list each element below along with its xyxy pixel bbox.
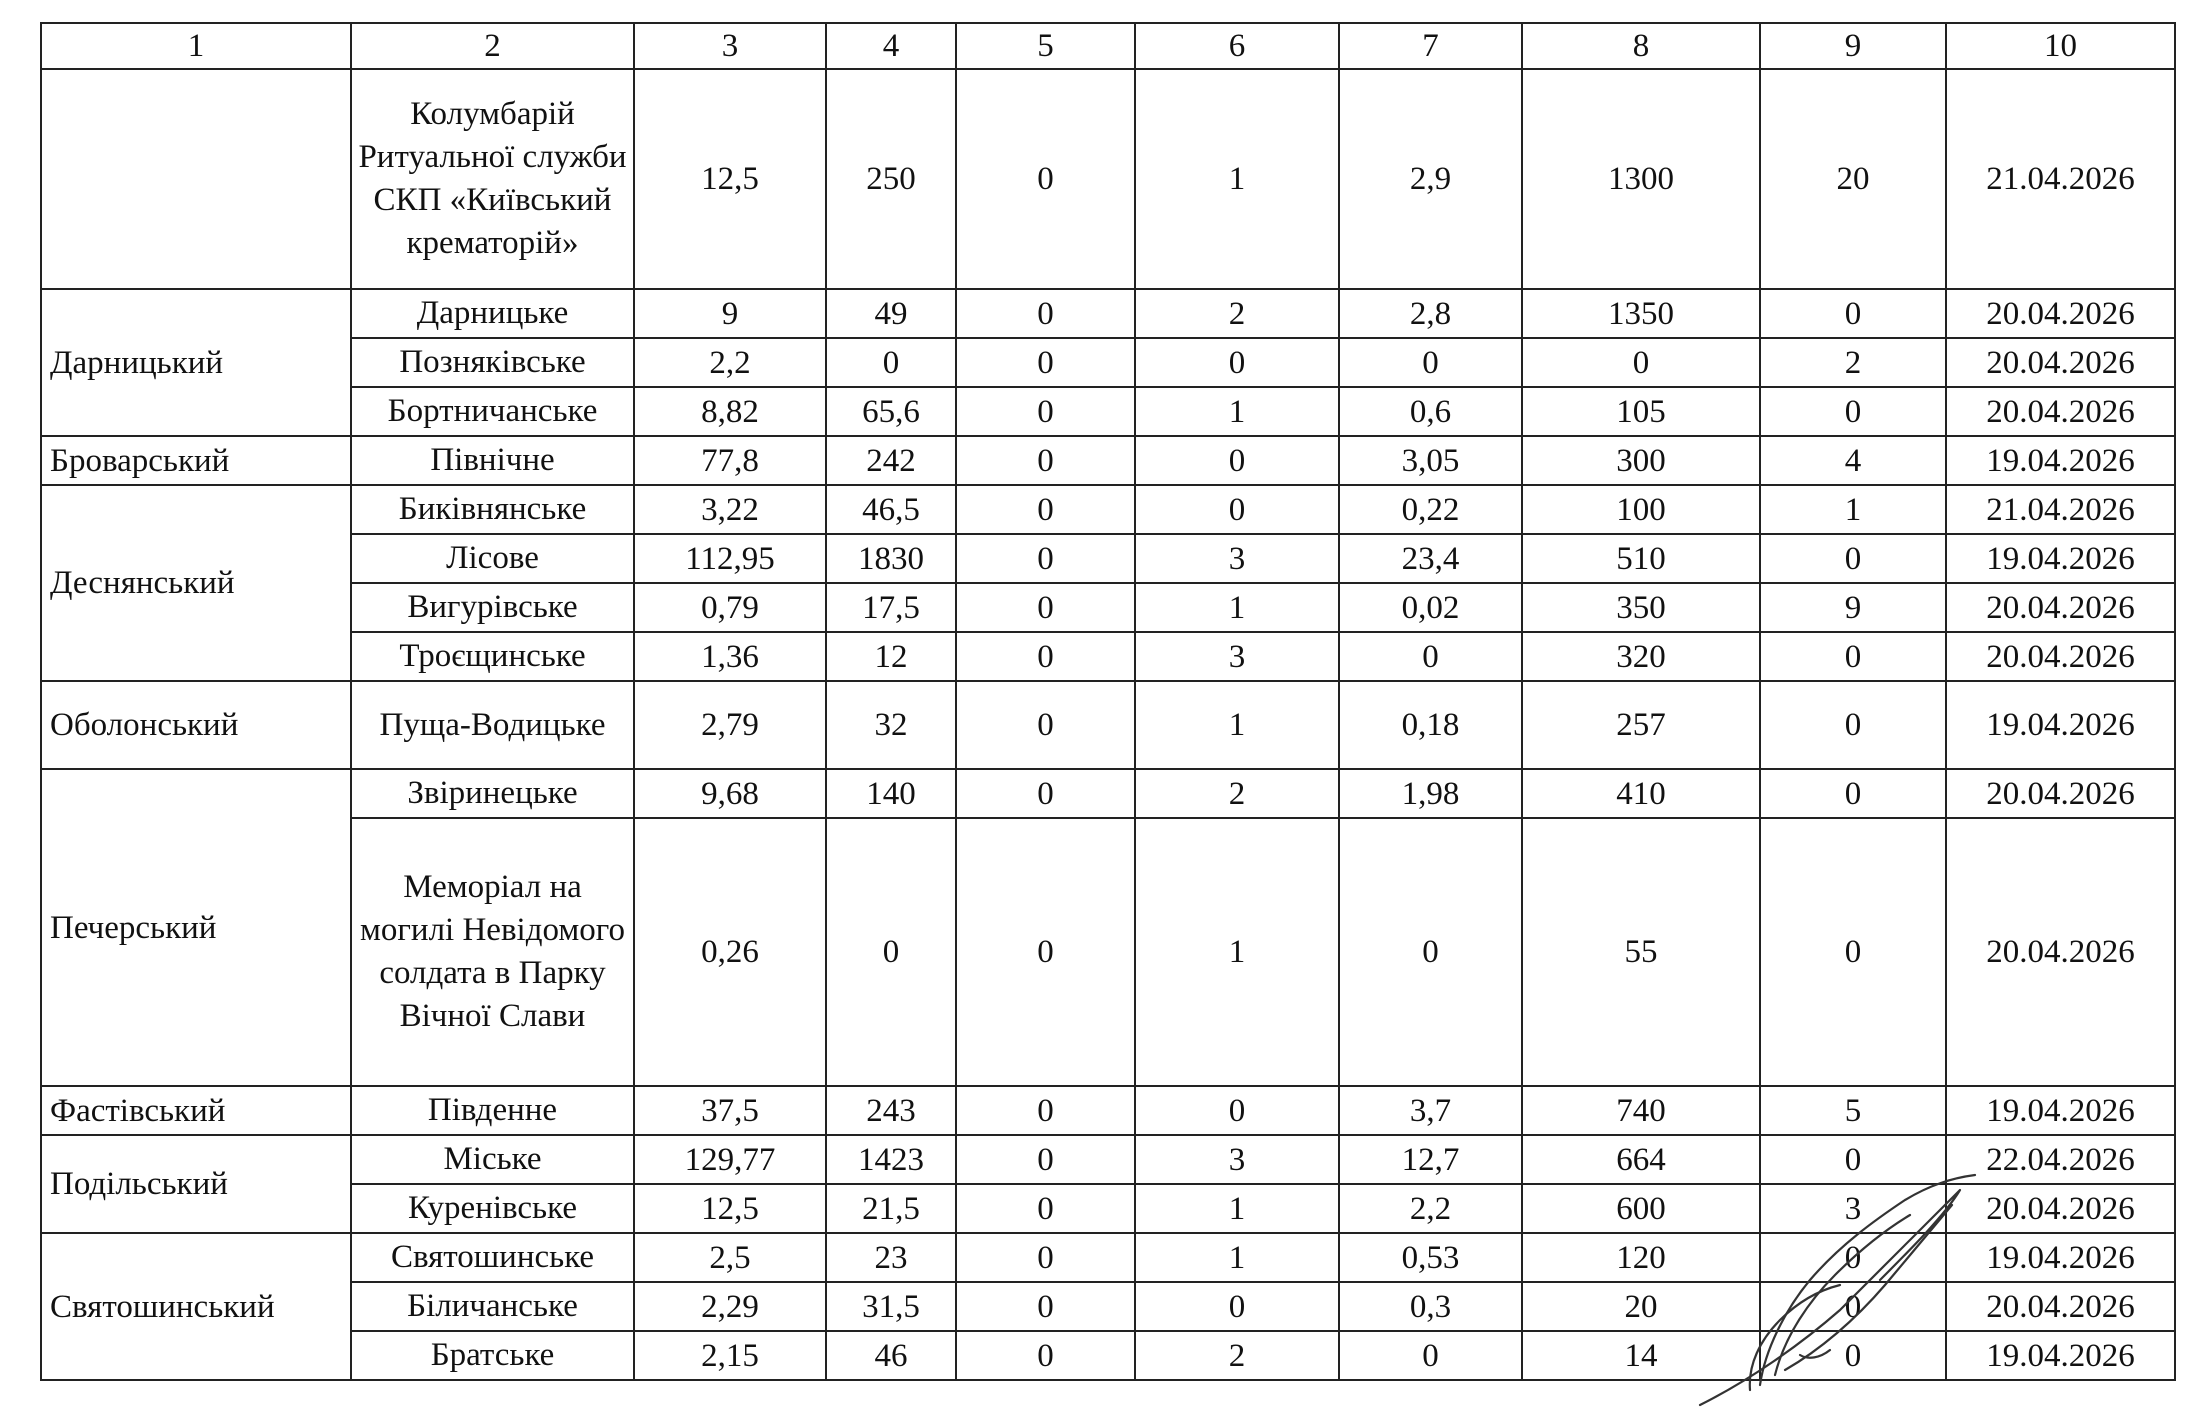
- value-cell: 49: [826, 289, 956, 338]
- value-cell: 0,53: [1339, 1233, 1522, 1282]
- value-cell: 3: [1760, 1184, 1946, 1233]
- value-cell: 3,7: [1339, 1086, 1522, 1135]
- value-cell: 2,2: [1339, 1184, 1522, 1233]
- value-cell: 0: [956, 338, 1135, 387]
- value-cell: 0: [1339, 338, 1522, 387]
- cemetery-name-cell: Позняківське: [351, 338, 634, 387]
- table-row: [41, 818, 2175, 1086]
- value-cell: 0: [1135, 485, 1339, 534]
- value-cell: 1830: [826, 534, 956, 583]
- cemetery-name-cell: Лісове: [351, 534, 634, 583]
- value-cell: 2: [1760, 338, 1946, 387]
- value-cell: 0: [1760, 818, 1946, 1086]
- value-cell: 0: [1760, 1331, 1946, 1380]
- district-cell: Святошинський: [41, 1233, 351, 1380]
- column-number-8: 8: [1522, 23, 1760, 69]
- value-cell: 129,77: [634, 1135, 826, 1184]
- value-cell: 320: [1522, 632, 1760, 681]
- value-cell: 242: [826, 436, 956, 485]
- value-cell: 0: [956, 436, 1135, 485]
- value-cell: 1: [1135, 1184, 1339, 1233]
- value-cell: 0: [956, 1282, 1135, 1331]
- district-cell: Деснянський: [41, 485, 351, 681]
- table-row: [41, 485, 2175, 534]
- column-number-9: 9: [1760, 23, 1946, 69]
- value-cell: 2,2: [634, 338, 826, 387]
- table-row: [41, 769, 2175, 818]
- value-cell: 4: [1760, 436, 1946, 485]
- value-cell: 0,6: [1339, 387, 1522, 436]
- column-number-7: 7: [1339, 23, 1522, 69]
- date-cell: 20.04.2026: [1946, 387, 2175, 436]
- cemetery-name-cell: Меморіал на могилі Невідомого солдата в Парку Вічної Слави: [351, 818, 634, 1086]
- value-cell: 1423: [826, 1135, 956, 1184]
- date-cell: 22.04.2026: [1946, 1135, 2175, 1184]
- value-cell: 0: [1760, 289, 1946, 338]
- table-row: [41, 681, 2175, 769]
- value-cell: 0,22: [1339, 485, 1522, 534]
- value-cell: 257: [1522, 681, 1760, 769]
- value-cell: 21,5: [826, 1184, 956, 1233]
- value-cell: 14: [1522, 1331, 1760, 1380]
- value-cell: 2,5: [634, 1233, 826, 1282]
- value-cell: 0: [1339, 818, 1522, 1086]
- value-cell: 0: [1760, 769, 1946, 818]
- date-cell: 20.04.2026: [1946, 769, 2175, 818]
- cemetery-name-cell: Звіринецьке: [351, 769, 634, 818]
- date-cell: 19.04.2026: [1946, 1233, 2175, 1282]
- cemetery-name-cell: Міське: [351, 1135, 634, 1184]
- value-cell: 23,4: [1339, 534, 1522, 583]
- district-cell: Дарницький: [41, 289, 351, 436]
- value-cell: 9: [634, 289, 826, 338]
- value-cell: 0: [956, 485, 1135, 534]
- value-cell: 0: [956, 583, 1135, 632]
- district-cell: Оболонський: [41, 681, 351, 769]
- value-cell: 2: [1135, 289, 1339, 338]
- cemetery-name-cell: Святошинське: [351, 1233, 634, 1282]
- value-cell: 1300: [1522, 69, 1760, 289]
- date-cell: 19.04.2026: [1946, 1331, 2175, 1380]
- value-cell: 0: [1760, 1233, 1946, 1282]
- value-cell: 1350: [1522, 289, 1760, 338]
- value-cell: 105: [1522, 387, 1760, 436]
- value-cell: 1: [1135, 681, 1339, 769]
- date-cell: 20.04.2026: [1946, 338, 2175, 387]
- value-cell: 0: [956, 1086, 1135, 1135]
- value-cell: 0: [1135, 436, 1339, 485]
- value-cell: 1: [1135, 387, 1339, 436]
- value-cell: 46: [826, 1331, 956, 1380]
- value-cell: 600: [1522, 1184, 1760, 1233]
- cemetery-name-cell: Троєщинське: [351, 632, 634, 681]
- value-cell: 0: [956, 1331, 1135, 1380]
- value-cell: 12,7: [1339, 1135, 1522, 1184]
- table-row: [41, 436, 2175, 485]
- value-cell: 0: [956, 387, 1135, 436]
- column-number-10: 10: [1946, 23, 2175, 69]
- cemetery-name-cell: Колумбарій Ритуальної служби СКП «Київський крематорій»: [351, 69, 634, 289]
- column-number-5: 5: [956, 23, 1135, 69]
- value-cell: 0: [1339, 1331, 1522, 1380]
- value-cell: 20: [1522, 1282, 1760, 1331]
- date-cell: 19.04.2026: [1946, 436, 2175, 485]
- table-row: [41, 289, 2175, 338]
- date-cell: 21.04.2026: [1946, 485, 2175, 534]
- value-cell: 2: [1135, 1331, 1339, 1380]
- district-cell: Броварський: [41, 436, 351, 485]
- value-cell: 2,9: [1339, 69, 1522, 289]
- column-number-1: 1: [41, 23, 351, 69]
- value-cell: 32: [826, 681, 956, 769]
- value-cell: 250: [826, 69, 956, 289]
- value-cell: 0,18: [1339, 681, 1522, 769]
- value-cell: 1: [1760, 485, 1946, 534]
- value-cell: 0: [956, 1184, 1135, 1233]
- value-cell: 77,8: [634, 436, 826, 485]
- value-cell: 0: [1339, 632, 1522, 681]
- value-cell: 0: [956, 69, 1135, 289]
- cemetery-name-cell: Дарницьке: [351, 289, 634, 338]
- value-cell: 0: [956, 632, 1135, 681]
- value-cell: 3: [1135, 534, 1339, 583]
- value-cell: 0,26: [634, 818, 826, 1086]
- date-cell: 20.04.2026: [1946, 818, 2175, 1086]
- table-row: [41, 632, 2175, 681]
- date-cell: 20.04.2026: [1946, 289, 2175, 338]
- table-row: [41, 1086, 2175, 1135]
- value-cell: 2,15: [634, 1331, 826, 1380]
- cemetery-name-cell: Південне: [351, 1086, 634, 1135]
- date-cell: 20.04.2026: [1946, 1282, 2175, 1331]
- value-cell: 31,5: [826, 1282, 956, 1331]
- value-cell: 664: [1522, 1135, 1760, 1184]
- value-cell: 100: [1522, 485, 1760, 534]
- value-cell: 17,5: [826, 583, 956, 632]
- table-row: [41, 387, 2175, 436]
- value-cell: 0: [956, 534, 1135, 583]
- value-cell: 140: [826, 769, 956, 818]
- cemetery-name-cell: Биківнянське: [351, 485, 634, 534]
- date-cell: 20.04.2026: [1946, 583, 2175, 632]
- value-cell: 0: [1760, 632, 1946, 681]
- value-cell: 8,82: [634, 387, 826, 436]
- value-cell: 0,79: [634, 583, 826, 632]
- value-cell: 0: [1135, 1282, 1339, 1331]
- cemetery-name-cell: Північне: [351, 436, 634, 485]
- table-row: [41, 69, 2175, 289]
- value-cell: 3,05: [1339, 436, 1522, 485]
- date-cell: 21.04.2026: [1946, 69, 2175, 289]
- value-cell: 3,22: [634, 485, 826, 534]
- value-cell: 0: [1135, 1086, 1339, 1135]
- value-cell: 46,5: [826, 485, 956, 534]
- district-cell: Фастівський: [41, 1086, 351, 1135]
- value-cell: 0: [1522, 338, 1760, 387]
- value-cell: 0: [1135, 338, 1339, 387]
- cemetery-name-cell: Біличанське: [351, 1282, 634, 1331]
- value-cell: 1,36: [634, 632, 826, 681]
- value-cell: 9: [1760, 583, 1946, 632]
- district-cell: [41, 69, 351, 289]
- value-cell: 0: [1760, 681, 1946, 769]
- value-cell: 300: [1522, 436, 1760, 485]
- value-cell: 120: [1522, 1233, 1760, 1282]
- table-row: [41, 534, 2175, 583]
- value-cell: 0: [1760, 534, 1946, 583]
- value-cell: 2,29: [634, 1282, 826, 1331]
- value-cell: 5: [1760, 1086, 1946, 1135]
- value-cell: 20: [1760, 69, 1946, 289]
- table-row: [41, 338, 2175, 387]
- column-number-3: 3: [634, 23, 826, 69]
- value-cell: 0: [956, 681, 1135, 769]
- value-cell: 0: [826, 338, 956, 387]
- value-cell: 1: [1135, 69, 1339, 289]
- district-cell: Печерський: [41, 769, 351, 1086]
- value-cell: 37,5: [634, 1086, 826, 1135]
- district-cell: Подільський: [41, 1135, 351, 1233]
- value-cell: 1: [1135, 1233, 1339, 1282]
- value-cell: 2,79: [634, 681, 826, 769]
- date-cell: 20.04.2026: [1946, 632, 2175, 681]
- cemetery-name-cell: Братське: [351, 1331, 634, 1380]
- value-cell: 9,68: [634, 769, 826, 818]
- date-cell: 19.04.2026: [1946, 534, 2175, 583]
- cemetery-name-cell: Пуща-Водицьке: [351, 681, 634, 769]
- value-cell: 0,3: [1339, 1282, 1522, 1331]
- value-cell: 510: [1522, 534, 1760, 583]
- column-number-6: 6: [1135, 23, 1339, 69]
- header-row: [41, 23, 2175, 69]
- value-cell: 12: [826, 632, 956, 681]
- value-cell: 12,5: [634, 1184, 826, 1233]
- column-number-2: 2: [351, 23, 634, 69]
- value-cell: 0,02: [1339, 583, 1522, 632]
- value-cell: 350: [1522, 583, 1760, 632]
- value-cell: 0: [956, 1233, 1135, 1282]
- value-cell: 0: [1760, 1282, 1946, 1331]
- value-cell: 112,95: [634, 534, 826, 583]
- value-cell: 0: [956, 1135, 1135, 1184]
- value-cell: 3: [1135, 632, 1339, 681]
- date-cell: 19.04.2026: [1946, 1086, 2175, 1135]
- value-cell: 23: [826, 1233, 956, 1282]
- value-cell: 0: [826, 818, 956, 1086]
- value-cell: 65,6: [826, 387, 956, 436]
- value-cell: 2,8: [1339, 289, 1522, 338]
- value-cell: 740: [1522, 1086, 1760, 1135]
- value-cell: 0: [956, 818, 1135, 1086]
- date-cell: 20.04.2026: [1946, 1184, 2175, 1233]
- value-cell: 1: [1135, 583, 1339, 632]
- cemetery-name-cell: Бортничанське: [351, 387, 634, 436]
- value-cell: 12,5: [634, 69, 826, 289]
- column-number-4: 4: [826, 23, 956, 69]
- value-cell: 410: [1522, 769, 1760, 818]
- value-cell: 1,98: [1339, 769, 1522, 818]
- date-cell: 19.04.2026: [1946, 681, 2175, 769]
- value-cell: 55: [1522, 818, 1760, 1086]
- cemetery-name-cell: Вигурівське: [351, 583, 634, 632]
- signature-icon: [1690, 1160, 1990, 1410]
- value-cell: 3: [1135, 1135, 1339, 1184]
- value-cell: 0: [1760, 1135, 1946, 1184]
- value-cell: 1: [1135, 818, 1339, 1086]
- cemetery-name-cell: Куренівське: [351, 1184, 634, 1233]
- value-cell: 243: [826, 1086, 956, 1135]
- table-row: [41, 583, 2175, 632]
- value-cell: 2: [1135, 769, 1339, 818]
- value-cell: 0: [956, 769, 1135, 818]
- value-cell: 0: [1760, 387, 1946, 436]
- value-cell: 0: [956, 289, 1135, 338]
